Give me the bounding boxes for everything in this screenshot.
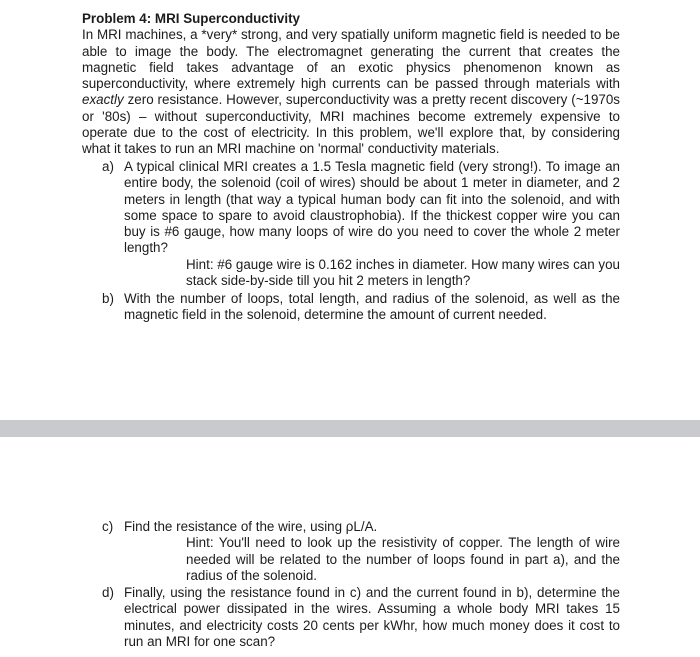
part-d-text: Finally, using the resistance found in c) and the current found in b), determine the electrical power dissipated in the wires. Assuming a whole body MRI takes 15 minutes, and electricity costs 20 cents per kWhr, how much money does it cost to run an MRI for one scan? [124, 585, 620, 649]
part-b-text: With the number of loops, total length, and radius of the solenoid, as well as the magnetic field in the solenoid, determine the amount of current needed. [124, 291, 620, 323]
intro-text-1: In MRI machines, a *very* strong, and very spatially uniform magnetic field is needed to be able to image the body. The electromagnet generating the current that creates the magnetic field takes advantage of an exotic physics phenomenon known as superconductivity, where extremely high currents can be passed through materials with [82, 27, 620, 92]
part-c [102, 519, 620, 584]
part-d-marker: d) [102, 585, 114, 600]
part-d [102, 585, 620, 650]
part-c-marker: c) [102, 519, 114, 534]
part-a [102, 159, 620, 289]
page-separator [0, 420, 700, 437]
part-b-marker: b) [102, 291, 114, 306]
part-a-marker: a) [102, 159, 114, 174]
problem-title: Problem 4: MRI Superconductivity [82, 11, 301, 26]
part-b [102, 291, 620, 324]
part-c-hint: Hint: You'll need to look up the resistivity of copper. The length of wire needed will be related to the number of loops found in part a), and the radius of the solenoid. [186, 535, 620, 583]
part-a-text: A typical clinical MRI creates a 1.5 Tesla magnetic field (very strong!). To image an entire body, the solenoid (coil of wires) should be about 1 meter in diameter, and 2 meters in length (that way a typical human body can fit into the solenoid, and with some space to spare to avoid claustrophobia). If the thickest copper wire you can buy is #6 gauge, how many loops of wire do you need to cover the whole 2 meter length? [124, 159, 620, 256]
intro-emphasis: exactly [82, 92, 124, 108]
problem-intro [82, 27, 620, 157]
intro-text-2: zero resistance. However, superconductivity was a pretty recent discovery (~1970s or '80s) – without superconductivity, MRI machines become extremely expensive to operate due to the cost of electricity. In this problem, we'll explore that, by considering what it takes to run an MRI machine on 'normal' conductivity materials. [82, 92, 620, 157]
part-a-hint: Hint: #6 gauge wire is 0.162 inches in diameter. How many wires can you stack side-by-side till you hit 2 meters in length? [186, 256, 620, 289]
problem-statement [82, 11, 620, 158]
part-c-text: Find the resistance of the wire, using ρL/A. [124, 519, 378, 534]
